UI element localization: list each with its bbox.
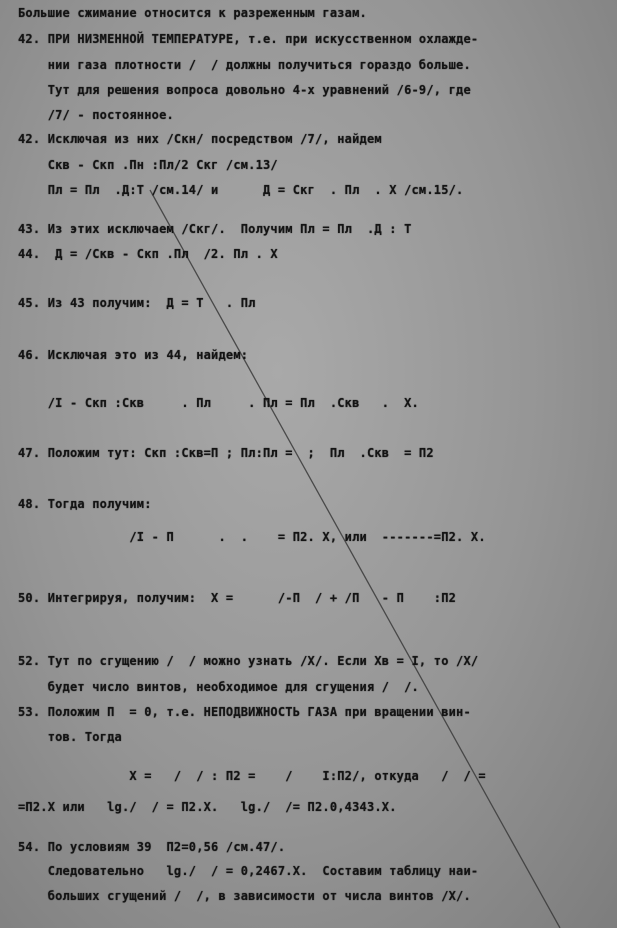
text-line: 45. Из 43 получим: Д = Т . Пл: [18, 296, 256, 310]
text-line: Большие сжимание относится к разреженным газам.: [18, 6, 367, 20]
text-line: /I - П . . = П2. Х, или -------=П2. Х.: [18, 530, 486, 544]
text-line: Х = / / : П2 = / I:П2/, откуда / / =: [18, 769, 486, 783]
text-line: 47. Положим тут: Скп :Скв=П ; Пл:Пл = ; Пл .Скв = П2: [18, 446, 434, 460]
text-line: =П2.Х или lg./ / = П2.Х. lg./ /= П2.0,4343.Х.: [18, 800, 397, 814]
text-line: 42. ПРИ НИЗМЕННОЙ ТЕМПЕРАТУРЕ, т.е. при искусственном охлажде-: [18, 32, 479, 46]
text-line: больших сгущений / /, в зависимости от числа винтов /Х/.: [18, 889, 471, 903]
text-line: 42. Исключая из них /Скн/ посредством /7/, найдем: [18, 132, 382, 146]
text-line: 53. Положим П = 0, т.е. НЕПОДВИЖНОСТЬ ГАЗА при вращении вин-: [18, 705, 471, 719]
text-line: Тут для решения вопроса довольно 4-х уравнений /6-9/, где: [18, 83, 471, 97]
text-line: тов. Тогда: [18, 730, 122, 744]
text-line: Следовательно lg./ / = 0,2467.Х. Составим таблицу наи-: [18, 864, 479, 878]
text-line: 46. Исключая это из 44, найдем:: [18, 348, 249, 362]
text-line: 54. По условиям 39 П2=0,56 /см.47/.: [18, 840, 286, 854]
text-line: 52. Тут по сгущению / / можно узнать /Х/. Если Хв = I, то /Х/: [18, 654, 479, 668]
text-line: /I - Скп :Скв . Пл . Пл = Пл .Скв . Х.: [18, 396, 419, 410]
text-line: 48. Тогда получим:: [18, 497, 152, 511]
text-line: Скв - Скп .Пн :Пл/2 Скг /см.13/: [18, 158, 278, 172]
text-line: 50. Интегрируя, получим: Х = /-П / + /П - П :П2: [18, 591, 457, 605]
text-line: /7/ - постоянное.: [18, 108, 174, 122]
text-line: нии газа плотности / / должны получиться гораздо больше.: [18, 58, 471, 72]
text-line: 43. Из этих исключаем /Скг/. Получим Пл = Пл .Д : Т: [18, 222, 412, 236]
text-line: Пл = Пл .Д:Т /см.14/ и Д = Скг . Пл . Х /см.15/.: [18, 183, 464, 197]
text-line: будет число винтов, необходимое для сгущения / /.: [18, 680, 419, 694]
text-line: 44. Д = /Скв - Скп .Пл /2. Пл . Х: [18, 247, 278, 261]
